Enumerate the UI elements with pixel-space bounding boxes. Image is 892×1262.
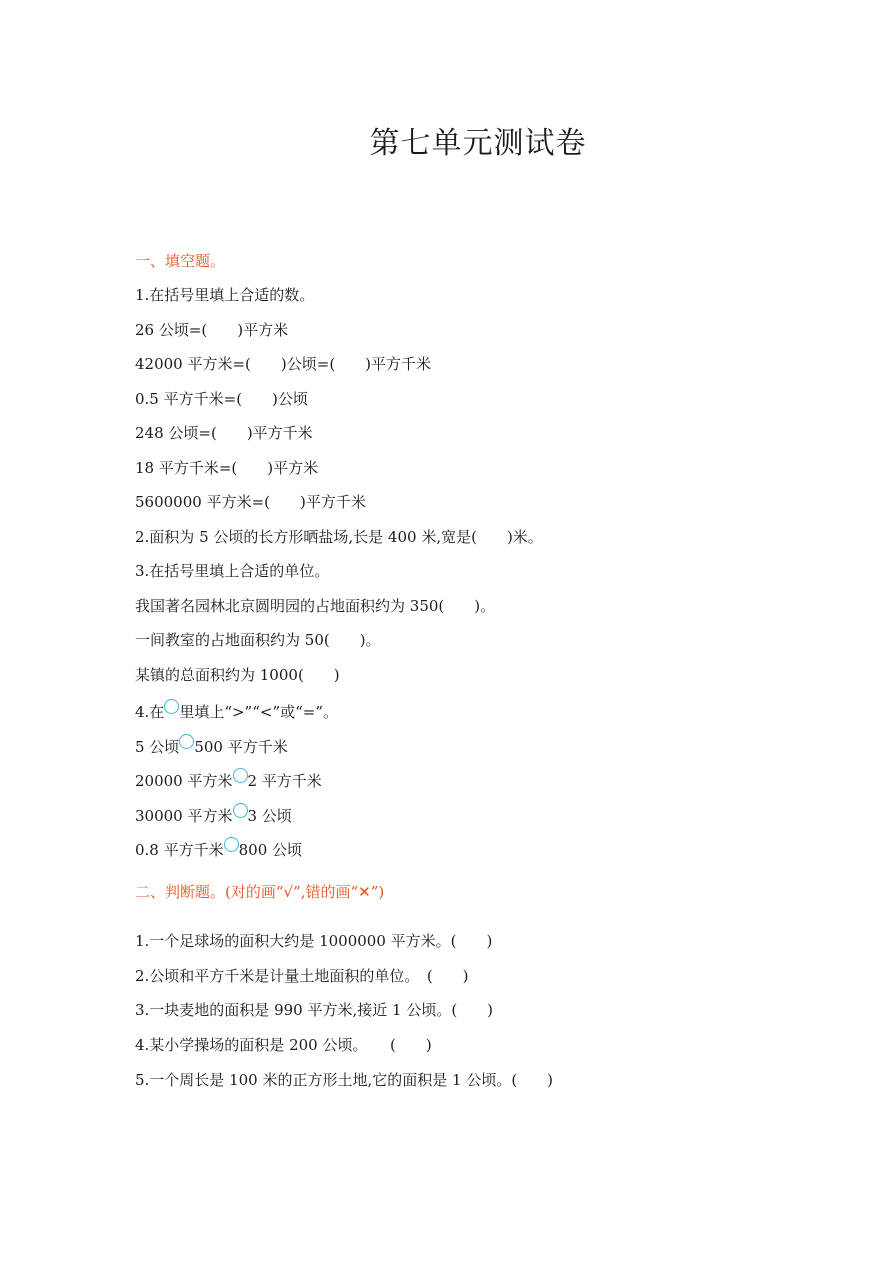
question-1-item: 18 平方千米=( )平方米: [135, 459, 319, 477]
comparison-row: [135, 837, 302, 860]
page-title: 第七单元测试卷: [369, 126, 587, 161]
section-heading-true-false: 二、判断题。(对的画“√”,错的画“✕”): [135, 883, 385, 901]
question-4-prefix: 4.在: [135, 703, 165, 721]
judgement-item: 2.公顷和平方千米是计量土地面积的单位。 ( ): [135, 967, 469, 985]
comparison-row: [135, 734, 288, 757]
comparison-right: 2 平方千米: [247, 772, 322, 790]
comparison-row: [135, 768, 322, 791]
question-1-item: 5600000 平方米=( )平方千米: [135, 493, 366, 511]
answer-circle-icon[interactable]: [233, 803, 248, 818]
answer-circle-icon[interactable]: [233, 768, 248, 783]
comparison-left: 20000 平方米: [135, 772, 233, 790]
question-3-item: 一间教室的占地面积约为 50( )。: [135, 631, 381, 649]
comparison-left: 30000 平方米: [135, 807, 233, 825]
comparison-left: 5 公顷: [135, 738, 180, 756]
question-4: [135, 699, 338, 722]
question-1-item: 26 公顷=( )平方米: [135, 321, 289, 339]
judgement-item: 5.一个周长是 100 米的正方形土地,它的面积是 1 公顷。( ): [135, 1071, 554, 1089]
judgement-item: 1.一个足球场的面积大约是 1000000 平方米。( ): [135, 932, 493, 950]
question-1-item: 0.5 平方千米=( )公顷: [135, 390, 308, 408]
blank-circle-icon: [164, 699, 179, 714]
question-1: 1.在括号里填上合适的数。: [135, 286, 315, 304]
answer-circle-icon[interactable]: [179, 734, 194, 749]
question-3-item: 我国著名园林北京圆明园的占地面积约为 350( )。: [135, 597, 496, 615]
question-2: 2.面积为 5 公顷的长方形晒盐场,长是 400 米,宽是( )米。: [135, 528, 543, 546]
question-3-item: 某镇的总面积约为 1000( ): [135, 666, 340, 684]
comparison-left: 0.8 平方千米: [135, 841, 224, 859]
section-heading-fill-blank: 一、填空题。: [135, 252, 226, 270]
comparison-right: 500 平方千米: [194, 738, 288, 756]
answer-circle-icon[interactable]: [224, 837, 239, 852]
question-1-item: 248 公顷=( )平方千米: [135, 424, 313, 442]
comparison-row: [135, 803, 292, 826]
question-3: 3.在括号里填上合适的单位。: [135, 562, 330, 580]
question-1-item: 42000 平方米=( )公顷=( )平方千米: [135, 355, 432, 373]
judgement-item: 4.某小学操场的面积是 200 公顷。 ( ): [135, 1036, 432, 1054]
comparison-right: 800 公顷: [238, 841, 303, 859]
judgement-item: 3.一块麦地的面积是 990 平方米,接近 1 公顷。( ): [135, 1001, 494, 1019]
question-4-suffix: 里填上“>”“<”或“=”。: [179, 703, 339, 721]
comparison-right: 3 公顷: [247, 807, 292, 825]
